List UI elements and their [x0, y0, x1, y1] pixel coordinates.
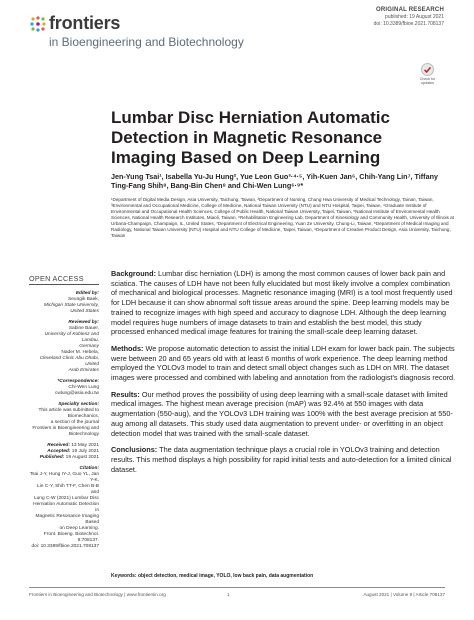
open-access-label: OPEN ACCESS: [29, 274, 84, 283]
article-doi[interactable]: doi: 10.3389/fbioe.2021.708137: [373, 21, 444, 27]
abstract-background: Background: Lumbar disc herniation (LDH) is among the most common causes of lower back pain and sciatica. The causes of LDH have not been fully elucidated but most likely involve a complex combination of mechanical and biological processes. Magnetic resonance imaging (MRI) is a tool most frequently used for LDH because it can show abnormal soft tissue areas around the spine. Deep learning models may be trained to recognize images with high speed and accuracy to diagnose LDH. Although the deep learning model requires huge numbers of image datasets to train and establish the best model, this study processed enhanced medical image features for training the small-scale deep learning dataset.: [111, 269, 453, 337]
footer-volume: August 2021 | Volume 9 | Article 708137: [363, 592, 445, 597]
journal-header: [0, 0, 474, 62]
page-footer: [29, 592, 445, 600]
journal-name: in Bioengineering and Biotechnology: [49, 35, 244, 49]
open-access-divider: [29, 284, 99, 285]
dates-block: Received: 13 May 2021 Accepted: 19 July 2021 Published: 19 August 2021: [39, 443, 99, 460]
abstract-methods: Methods: We propose automatic detection to assist the initial LDH exam for lower back pain. The subjects were between 20 and 65 years old with at least 6 months of work experience. The deep learning method employed the YOLOv3 model to train and detect small object changes such as LDH on MRI. The dataset images were processed and combined with labeling and annotation from the radiologist's diagnosis record.: [111, 343, 456, 383]
journal-logo[interactable]: [29, 13, 244, 54]
journal-brand: frontiers: [49, 13, 121, 33]
article-meta: [374, 7, 444, 28]
author-list: Jen-Yung Tsai¹, Isabella Yu-Ju Hung², Yue Leon Guo³·⁴·⁵, Yih-Kuen Jan⁶, Chih-Yang Lin⁷, Tiffany Ting-Fang Shih⁸, Bang-Bin Chen⁸ and Chi-Wen Lung⁶·⁹*: [111, 172, 438, 190]
correspondence-block: *Correspondence: Chi-Wen Lung cwlung@asia.edu.tw: [29, 379, 99, 397]
abstract: [111, 269, 456, 481]
frontiers-logo-icon: [29, 15, 47, 33]
keywords: Keywords: object detection, medical image, YOLO, low back pain, data augmentation: [111, 573, 314, 579]
footer-journal-link[interactable]: Frontiers in Bioengineering and Biotechnology | www.frontiersin.org: [29, 592, 166, 597]
reviewed-by-block: Reviewed by: Sabine Bauer, University of Koblenz and Landau, Germany Nader M. Hebela, Cleveland Clinic Abu Dhabi, United Arab Emirates: [39, 320, 99, 373]
published-date: published: 19 August 2021: [385, 14, 444, 20]
check-updates-icon: [421, 63, 434, 76]
article-info-sidebar: [29, 291, 99, 555]
article-type: ORIGINAL RESEARCH: [376, 7, 444, 13]
check-for-updates[interactable]: [419, 63, 436, 84]
abstract-results: Results: Our method proves the possibility of using deep learning with a small-scale dataset with limited medical images. The highest mean average precision (mAP) was 92.4% at 550 images with data augmentation (550-aug), and the YOLOv3 LDH training was 100% with the best average precision at 550-aug among all datasets. This study used data augmentation to prevent under- or overfitting in an object detection model that was trained with the small-scale dataset.: [111, 389, 453, 438]
correspondence-email[interactable]: cwlung@asia.edu.tw: [54, 391, 99, 396]
footer-divider: [29, 587, 445, 588]
article-title: Lumbar Disc Herniation Automatic Detection in Magnetic Resonance Imaging Based on Deep Learning: [111, 108, 390, 167]
edited-by-block: Edited by: Seungik Baek, Michigan State University, United States: [43, 291, 99, 314]
specialty-block: Specialty section: This article was submitted to Biomechanics, a section of the journal Frontiers in Bioengineering and Biotechnology: [32, 402, 99, 437]
citation-block: Citation: Tsai J-Y, Hung IY-J, Guo YL, Jan Y-K, Lin C-Y, Shih TT-F, Chen B-B and Lung C-W (2021) Lumbar Disc Herniation Automatic Detection in Magnetic Resonance Imaging Based on Deep Learning. Front. Bioeng. Biotechnol. 9:708137. doi: 10.3389/fbioe.2021.708137: [29, 466, 99, 549]
affiliations: ¹Department of Digital Media Design, Asia University, Taichung, Taiwan, ²Department of Nursing, Chung Hwa University of Medical Technology, Tainan, Taiwan, ³Environmental and Occupational Medicine, College of Medicine, National Taiwan University (NTU) and NTU Hospital, Taipei, Taiwan, ⁴Graduate Institute of Environmental and Occupational Health Sciences, College of Public Health, National Taiwan University, Taipei, Taiwan, ⁵National Institute of Environmental Health Sciences, National Health Research Institutes, Miaoli, Taiwan, ⁶Rehabilitation Engineering Lab, Department of Kinesiology and Community Health, University of Illinois at Urbana-Champaign, Champaign, IL, United States, ⁷Department of Electrical Engineering, Yuan Ze University, Chung-Li, Taiwan, ⁸Department of Medical Imaging and Radiology, National Taiwan University (NTU) Hospital and NTU College of Medicine, Taipei, Taiwan, ⁹Department of Creative Product Design, Asia University, Taichung, Taiwan: [111, 197, 454, 238]
abstract-conclusions: Conclusions: The data augmentation technique plays a crucial role in YOLOv3 training and detection results. This method displays a high possibility for rapid initial tests and auto-detection for a limited clinical dataset.: [111, 445, 452, 474]
page-number: 1: [227, 592, 230, 597]
check-updates-label: Check for updates: [419, 77, 436, 85]
